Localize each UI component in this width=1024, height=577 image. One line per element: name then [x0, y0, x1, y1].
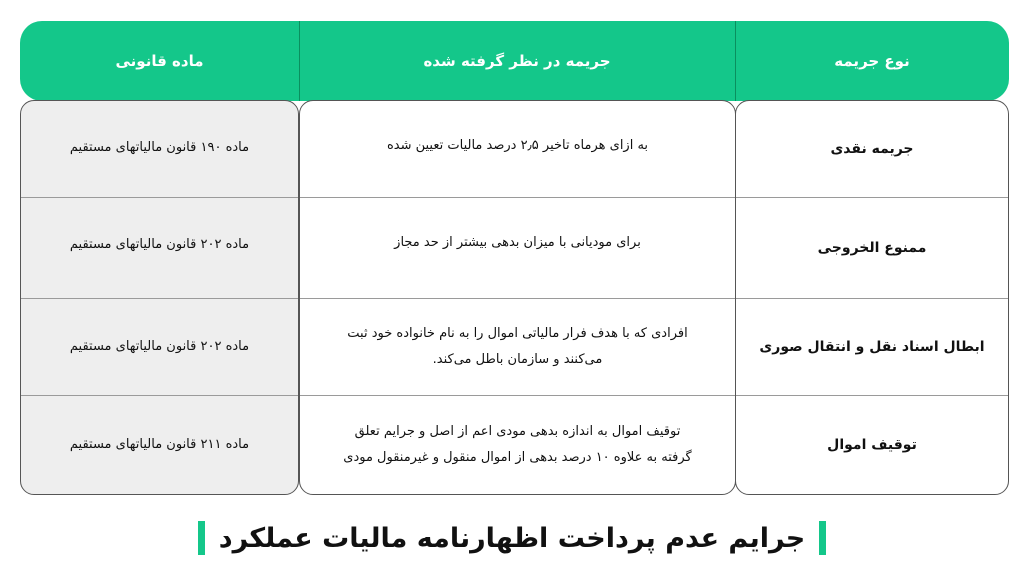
table-cell-type: ممنوع الخروجی	[817, 240, 927, 256]
header-penalty: جریمه در نظر گرفته شده	[423, 52, 611, 70]
caption	[0, 516, 1024, 560]
caption-accent-bar	[198, 521, 205, 555]
column-law	[20, 100, 299, 495]
table-cell-penalty: به ازای هرماه تاخیر ۲٫۵ درصد مالیات تعیین شده	[386, 138, 649, 153]
table-header	[20, 21, 1009, 101]
header-law: ماده قانونی	[115, 52, 204, 70]
column-penalty	[299, 100, 736, 495]
table-cell-law: ماده ۱۹۰ قانون مالیاتهای مستقیم	[69, 140, 250, 155]
table-cell-law: ماده ۲۰۲ قانون مالیاتهای مستقیم	[69, 339, 250, 354]
header-divider	[299, 21, 300, 101]
caption-title: جرایم عدم پرداخت اظهارنامه مالیات عملکرد	[218, 522, 806, 554]
table-cell-type: جریمه نقدی	[830, 141, 914, 157]
table-cell-penalty: افرادی که با هدف فرار مالیاتی اموال را به نام خانواده خود ثبت می‌کنند و سازمان باطل می‌کند.	[347, 326, 688, 367]
header-divider	[735, 21, 736, 101]
table-cell-penalty: توقیف اموال به اندازه بدهی مودی اعم از اصل و جرایم تعلق گرفته به علاوه ۱۰ درصد بدهی از اموال منقول و غیرمنقول مودی	[343, 424, 692, 465]
column-type	[735, 100, 1009, 495]
table-cell-law: ماده ۲۰۲ قانون مالیاتهای مستقیم	[69, 237, 250, 252]
caption-accent-bar	[819, 521, 826, 555]
table-cell-penalty: برای مودیانی با میزان بدهی بیشتر از حد مجاز	[394, 235, 641, 250]
table-cell-law: ماده ۲۱۱ قانون مالیاتهای مستقیم	[69, 437, 250, 452]
table-cell-type: ابطال اسناد نقل و انتقال صوری	[759, 339, 985, 355]
table-cell-type: توقیف اموال	[827, 437, 917, 453]
header-type: نوع جریمه	[834, 52, 910, 70]
